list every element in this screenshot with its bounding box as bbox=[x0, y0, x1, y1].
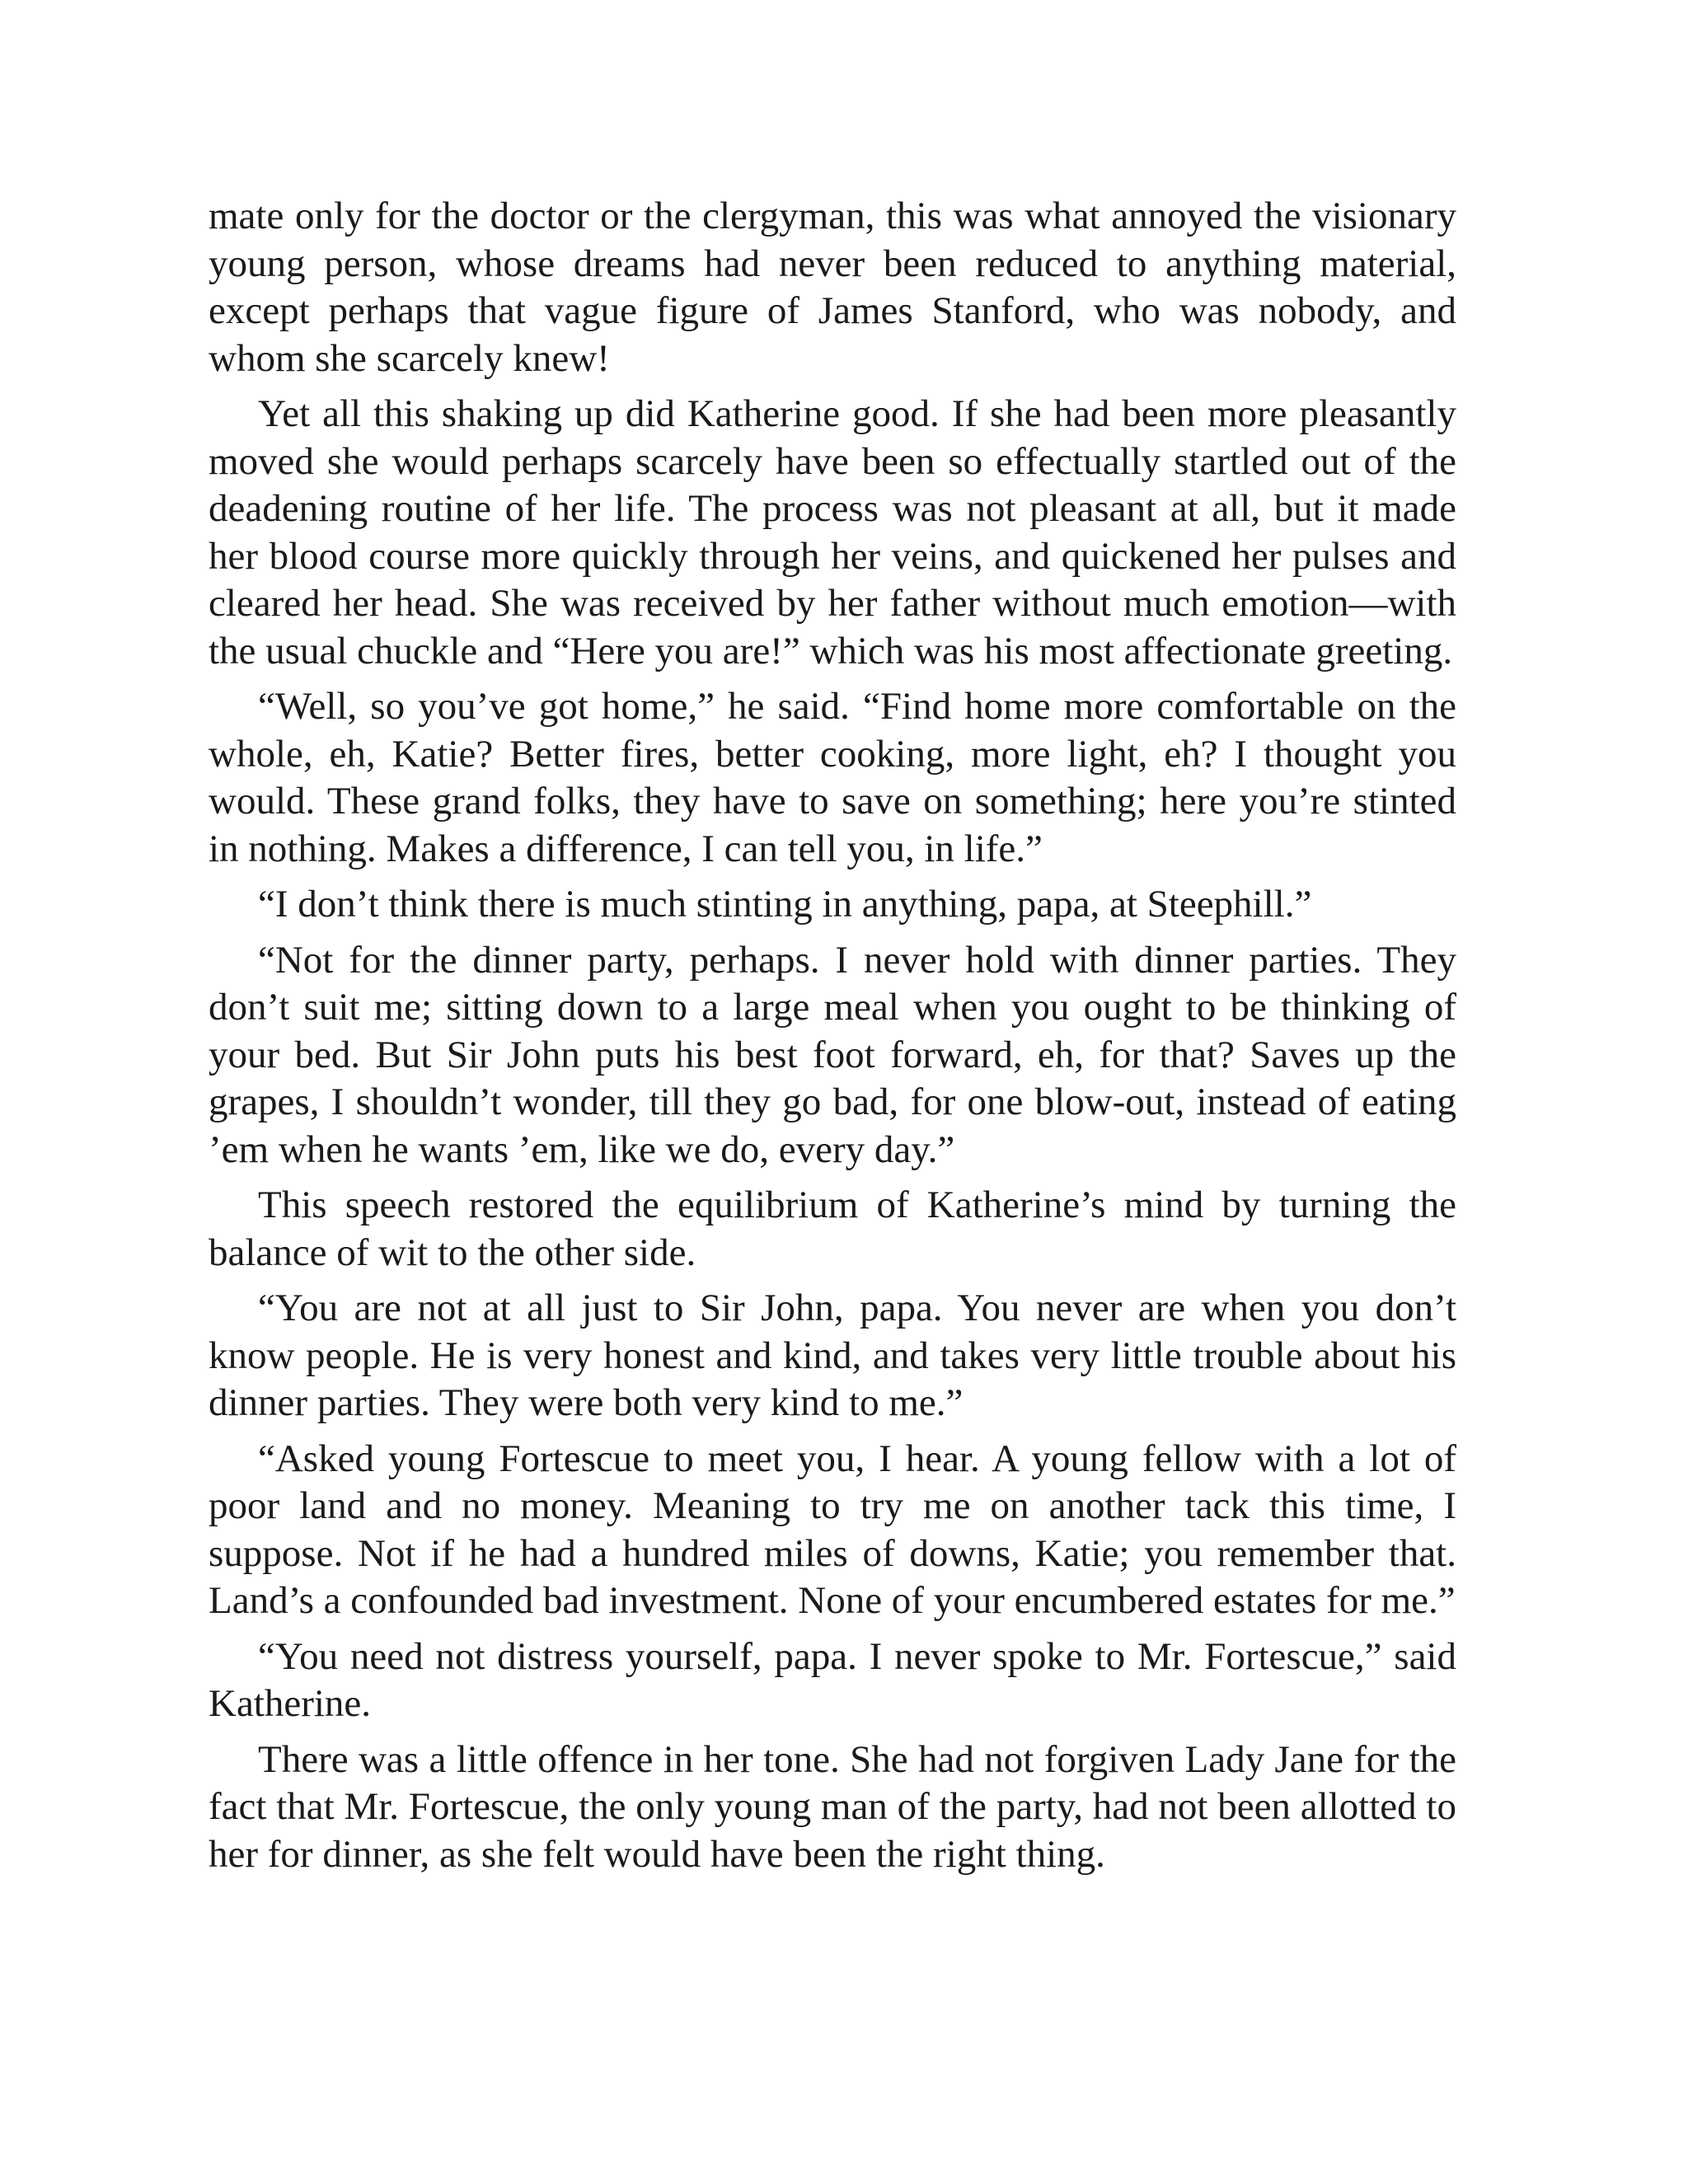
book-page bbox=[209, 193, 1456, 1886]
paragraph-2: Yet all this shaking up did Katherine good. If she had been more pleasantly moved she would perhaps scarcely have been so effectually startled out of the deadening routine of her life. The process was not pleasant at all, but it made her blood course more quickly through her veins, and quickened her pulses and cleared her head. She was received by her father without much emotion—with the usual chuckle and “Here you are!” which was his most affectionate greeting. bbox=[209, 392, 1456, 673]
paragraph-10: There was a little offence in her tone. She had not forgiven Lady Jane for the fact that Mr. Fortescue, the only young man of the party, had not been allotted to her for dinner, as she felt would have been the right thing. bbox=[209, 1737, 1456, 1876]
paragraph-9: “You need not distress yourself, papa. I never spoke to Mr. Fortescue,” said Katherine. bbox=[209, 1634, 1456, 1725]
paragraph-1: mate only for the doctor or the clergyman, this was what annoyed the visionary young person, whose dreams had never been reduced to anything material, except perhaps that vague figure of James Stanford, who was nobody, and whom she scarcely knew! bbox=[209, 194, 1456, 380]
paragraph-6: This speech restored the equilibrium of Katherine’s mind by turning the balance of wit to the other side. bbox=[209, 1183, 1456, 1274]
paragraph-7: “You are not at all just to Sir John, papa. You never are when you don’t know people. He is very honest and kind, and takes very little trouble about his dinner parties. They were both very kind to me.” bbox=[209, 1286, 1456, 1424]
paragraph-8: “Asked young Fortescue to meet you, I hear. A young fellow with a lot of poor land and no money. Meaning to try me on another tack this time, I suppose. Not if he had a hundred miles of downs, Katie; you remember that. Land’s a confounded bad investment. None of your encumbered estates for me.” bbox=[209, 1436, 1456, 1622]
paragraph-5: “Not for the dinner party, perhaps. I never hold with dinner parties. They don’t suit me; sitting down to a large meal when you ought to be thinking of your bed. But Sir John puts his best foot forward, eh, for that? Saves up the grapes, I shouldn’t wonder, till they go bad, for one blow-out, instead of eating ’em when he wants ’em, like we do, every day.” bbox=[209, 938, 1456, 1171]
paragraph-4: “I don’t think there is much stinting in anything, papa, at Steephill.” bbox=[258, 883, 1312, 926]
paragraph-3: “Well, so you’ve got home,” he said. “Find home more comfortable on the whole, eh, Katie? Better fires, better cooking, more light, eh? I thought you would. These grand folks, they have to save on something; here you’re stinted in nothing. Makes a difference, I can tell you, in life.” bbox=[209, 685, 1456, 870]
